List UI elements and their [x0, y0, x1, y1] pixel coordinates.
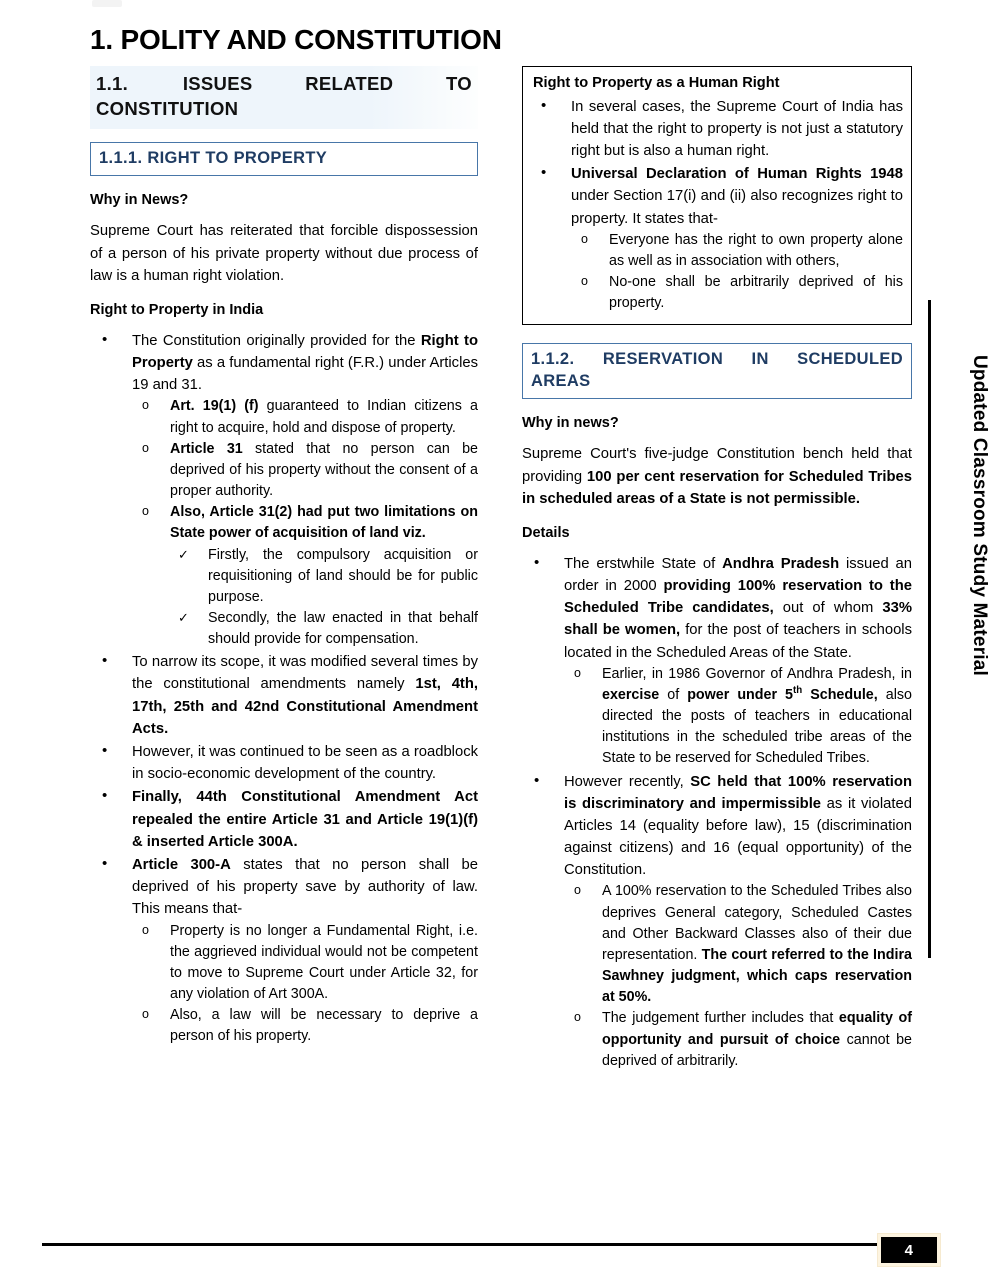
disc-bullet-icon: • [102, 854, 108, 872]
list-item [132, 396, 478, 438]
page-number: 4 [881, 1237, 937, 1263]
list-item-text: To narrow its scope, it was modified several times by the constitutional amendments namely 1st, 4th, 17th, 25th and 42nd Constitutional Amendment Acts. [132, 654, 478, 737]
circle-bullet-icon: o [142, 504, 149, 519]
list-item [132, 1005, 478, 1047]
list-item-text: Property is no longer a Fundamental Right, i.e. the aggrieved individual would not be competent to move to Supreme Court under Article 32, for any violation of Art 300A. [170, 922, 478, 1003]
page-title: 1. POLITY AND CONSTITUTION [90, 24, 502, 55]
check-bullet-icon: ✓ [178, 609, 189, 625]
heading-1-1-line1: ISSUES RELATED TO [182, 73, 472, 94]
list-item [522, 553, 912, 770]
list-item-text: However, it was continued to be seen as a roadblock in socio-economic development of the country. [132, 744, 478, 783]
page-number-box [877, 1233, 941, 1267]
circle-bullet-icon: o [574, 665, 581, 680]
list-item-text: However recently, SC held that 100% reservation is discriminatory and impermissible as it violated Articles 14 (equality before law), 15 (discrimination against citizens) and 16 (equal opportunity) of the Constitution. [564, 773, 912, 879]
why-in-news-label-left: Why in News? [90, 192, 189, 209]
circle-bullet-icon: o [574, 1010, 581, 1025]
list-item-text: Secondly, the law enacted in that behalf should provide for compensation. [208, 609, 478, 648]
circle-bullet-icon: o [581, 274, 588, 289]
disc-bullet-icon: • [102, 330, 108, 348]
list-item-text: No-one shall be arbitrarily deprived of his property. [609, 274, 903, 312]
sub-list [564, 664, 912, 770]
list-item [564, 664, 912, 770]
callout-title: Right to Property as a Human Right [533, 75, 780, 91]
circle-bullet-icon: o [142, 1007, 149, 1022]
list-item [564, 881, 912, 1008]
disc-bullet-icon: • [541, 164, 547, 182]
check-bullet-icon: ✓ [178, 546, 189, 562]
list-item [90, 854, 478, 1048]
disc-bullet-icon: • [534, 771, 540, 789]
list-item-text: Article 31 stated that no person can be deprived of his property without the consent of a proper authority. [170, 440, 478, 500]
disc-bullet-icon: • [541, 96, 547, 114]
list-item-text: Firstly, the compulsory acquisition or requisitioning of land should be for public purpose. [208, 546, 478, 605]
right-bullet-list [522, 553, 912, 1072]
list-item-text: The Constitution originally provided for the Right to Property as a fundamental right (F.R.) under Articles 19 and 31. [132, 332, 478, 394]
circle-bullet-icon: o [142, 440, 149, 455]
list-item [90, 786, 478, 853]
list-item [90, 330, 478, 650]
heading-1-1-2-line2: AREAS [531, 371, 591, 390]
right-column [522, 66, 912, 1074]
human-right-callout-box [522, 66, 912, 325]
list-item [90, 651, 478, 740]
disc-bullet-icon: • [102, 787, 108, 805]
list-item-text: A 100% reservation to the Scheduled Tribes also deprives General category, Scheduled Castes and Other Backward Classes also of their due representation. The court referred to the Indira Sawhney judgment, which caps reservation at 50%. [602, 883, 912, 1006]
disc-bullet-icon: • [102, 742, 108, 760]
heading-1-1-2-number: 1.1.2. [531, 350, 575, 369]
sub-list [132, 921, 478, 1048]
disc-bullet-icon: • [534, 553, 540, 571]
heading-1-1-2-line1: RESERVATION IN SCHEDULED [602, 350, 903, 369]
why-in-news-text-left: Supreme Court has reiterated that forcible dispossession of a person of his private property without due process of law is a human right violation. [90, 223, 478, 285]
list-item-text: Finally, 44th Constitutional Amendment Act repealed the entire Article 31 and Article 19(1)(f) & inserted Article 300A. [132, 789, 478, 850]
list-item [564, 1008, 912, 1071]
heading-1-1-number: 1.1. [96, 73, 129, 94]
list-item-text: Art. 19(1) (f) guaranteed to Indian citizens a right to acquire, hold and dispose of property. [170, 398, 478, 436]
right-to-property-in-india-label: Right to Property in India [90, 301, 264, 318]
sub-list [564, 881, 912, 1071]
left-bullet-list [90, 330, 478, 1048]
sub-list [132, 396, 478, 650]
list-item [170, 545, 478, 608]
disc-bullet-icon: • [102, 652, 108, 670]
left-column [90, 66, 478, 1049]
sidebar-label: Updated Classroom Study Material [969, 355, 990, 677]
list-item-text: Also, a law will be necessary to deprive a person of his property. [170, 1007, 478, 1045]
circle-bullet-icon: o [574, 883, 581, 898]
heading-1-1-line2: CONSTITUTION [96, 97, 239, 119]
list-item-text: Also, Article 31(2) had put two limitations on State power of acquisition of land viz. [170, 504, 478, 542]
scan-artifact [92, 0, 122, 7]
sidebar-vertical-rule [928, 300, 931, 958]
sub-list [170, 545, 478, 651]
heading-1-1 [90, 66, 478, 129]
circle-bullet-icon: o [142, 922, 149, 937]
list-item [170, 608, 478, 650]
details-label: Details [522, 524, 570, 541]
list-item-text: In several cases, the Supreme Court of India has held that the right to property is not just a statutory right but is also a human right. [571, 98, 903, 160]
list-item [571, 230, 903, 272]
why-in-news-label-right: Why in news? [522, 415, 619, 432]
list-item-text: The judgement further includes that equality of opportunity and pursuit of choice cannot be deprived of arbitrarily. [602, 1010, 912, 1069]
list-item [529, 96, 903, 163]
list-item [132, 921, 478, 1006]
list-item-text: Everyone has the right to own property alone as well as in association with others, [609, 231, 903, 269]
footer-rule [42, 1243, 880, 1246]
callout-bullet-list [529, 96, 903, 315]
list-item [571, 272, 903, 314]
list-item [529, 163, 903, 314]
heading-1-1-1: 1.1.1. RIGHT TO PROPERTY [90, 142, 478, 176]
list-item-text: Article 300-A states that no person shall be deprived of his property save by authority of law. This means that- [132, 856, 479, 918]
list-item [132, 439, 478, 502]
sub-list [571, 230, 903, 315]
list-item-text: The erstwhile State of Andhra Pradesh issued an order in 2000 providing 100% reservation to the Scheduled Tribe candidates, out of whom 33% shall be women, for the post of teachers in schools located in the Scheduled Areas of the State. [564, 555, 912, 661]
list-item-text: Earlier, in 1986 Governor of Andhra Pradesh, in exercise of power under 5th Schedule, also directed the posts of teachers in educational institutions in the scheduled tribe areas of the State to be reserved for Scheduled Tribes. [602, 665, 912, 767]
heading-1-1-2 [522, 343, 912, 399]
why-in-news-text-right: Supreme Court's five-judge Constitution bench held that providing 100 per cent reservation for Scheduled Tribes in scheduled areas of a State is not permissible. [522, 446, 912, 508]
list-item [522, 771, 912, 1072]
list-item-text: Universal Declaration of Human Rights 1948 under Section 17(i) and (ii) also recognizes right to property. It states that- [571, 166, 903, 227]
list-item [90, 741, 478, 785]
circle-bullet-icon: o [142, 398, 149, 413]
list-item [132, 502, 478, 650]
circle-bullet-icon: o [581, 231, 588, 246]
